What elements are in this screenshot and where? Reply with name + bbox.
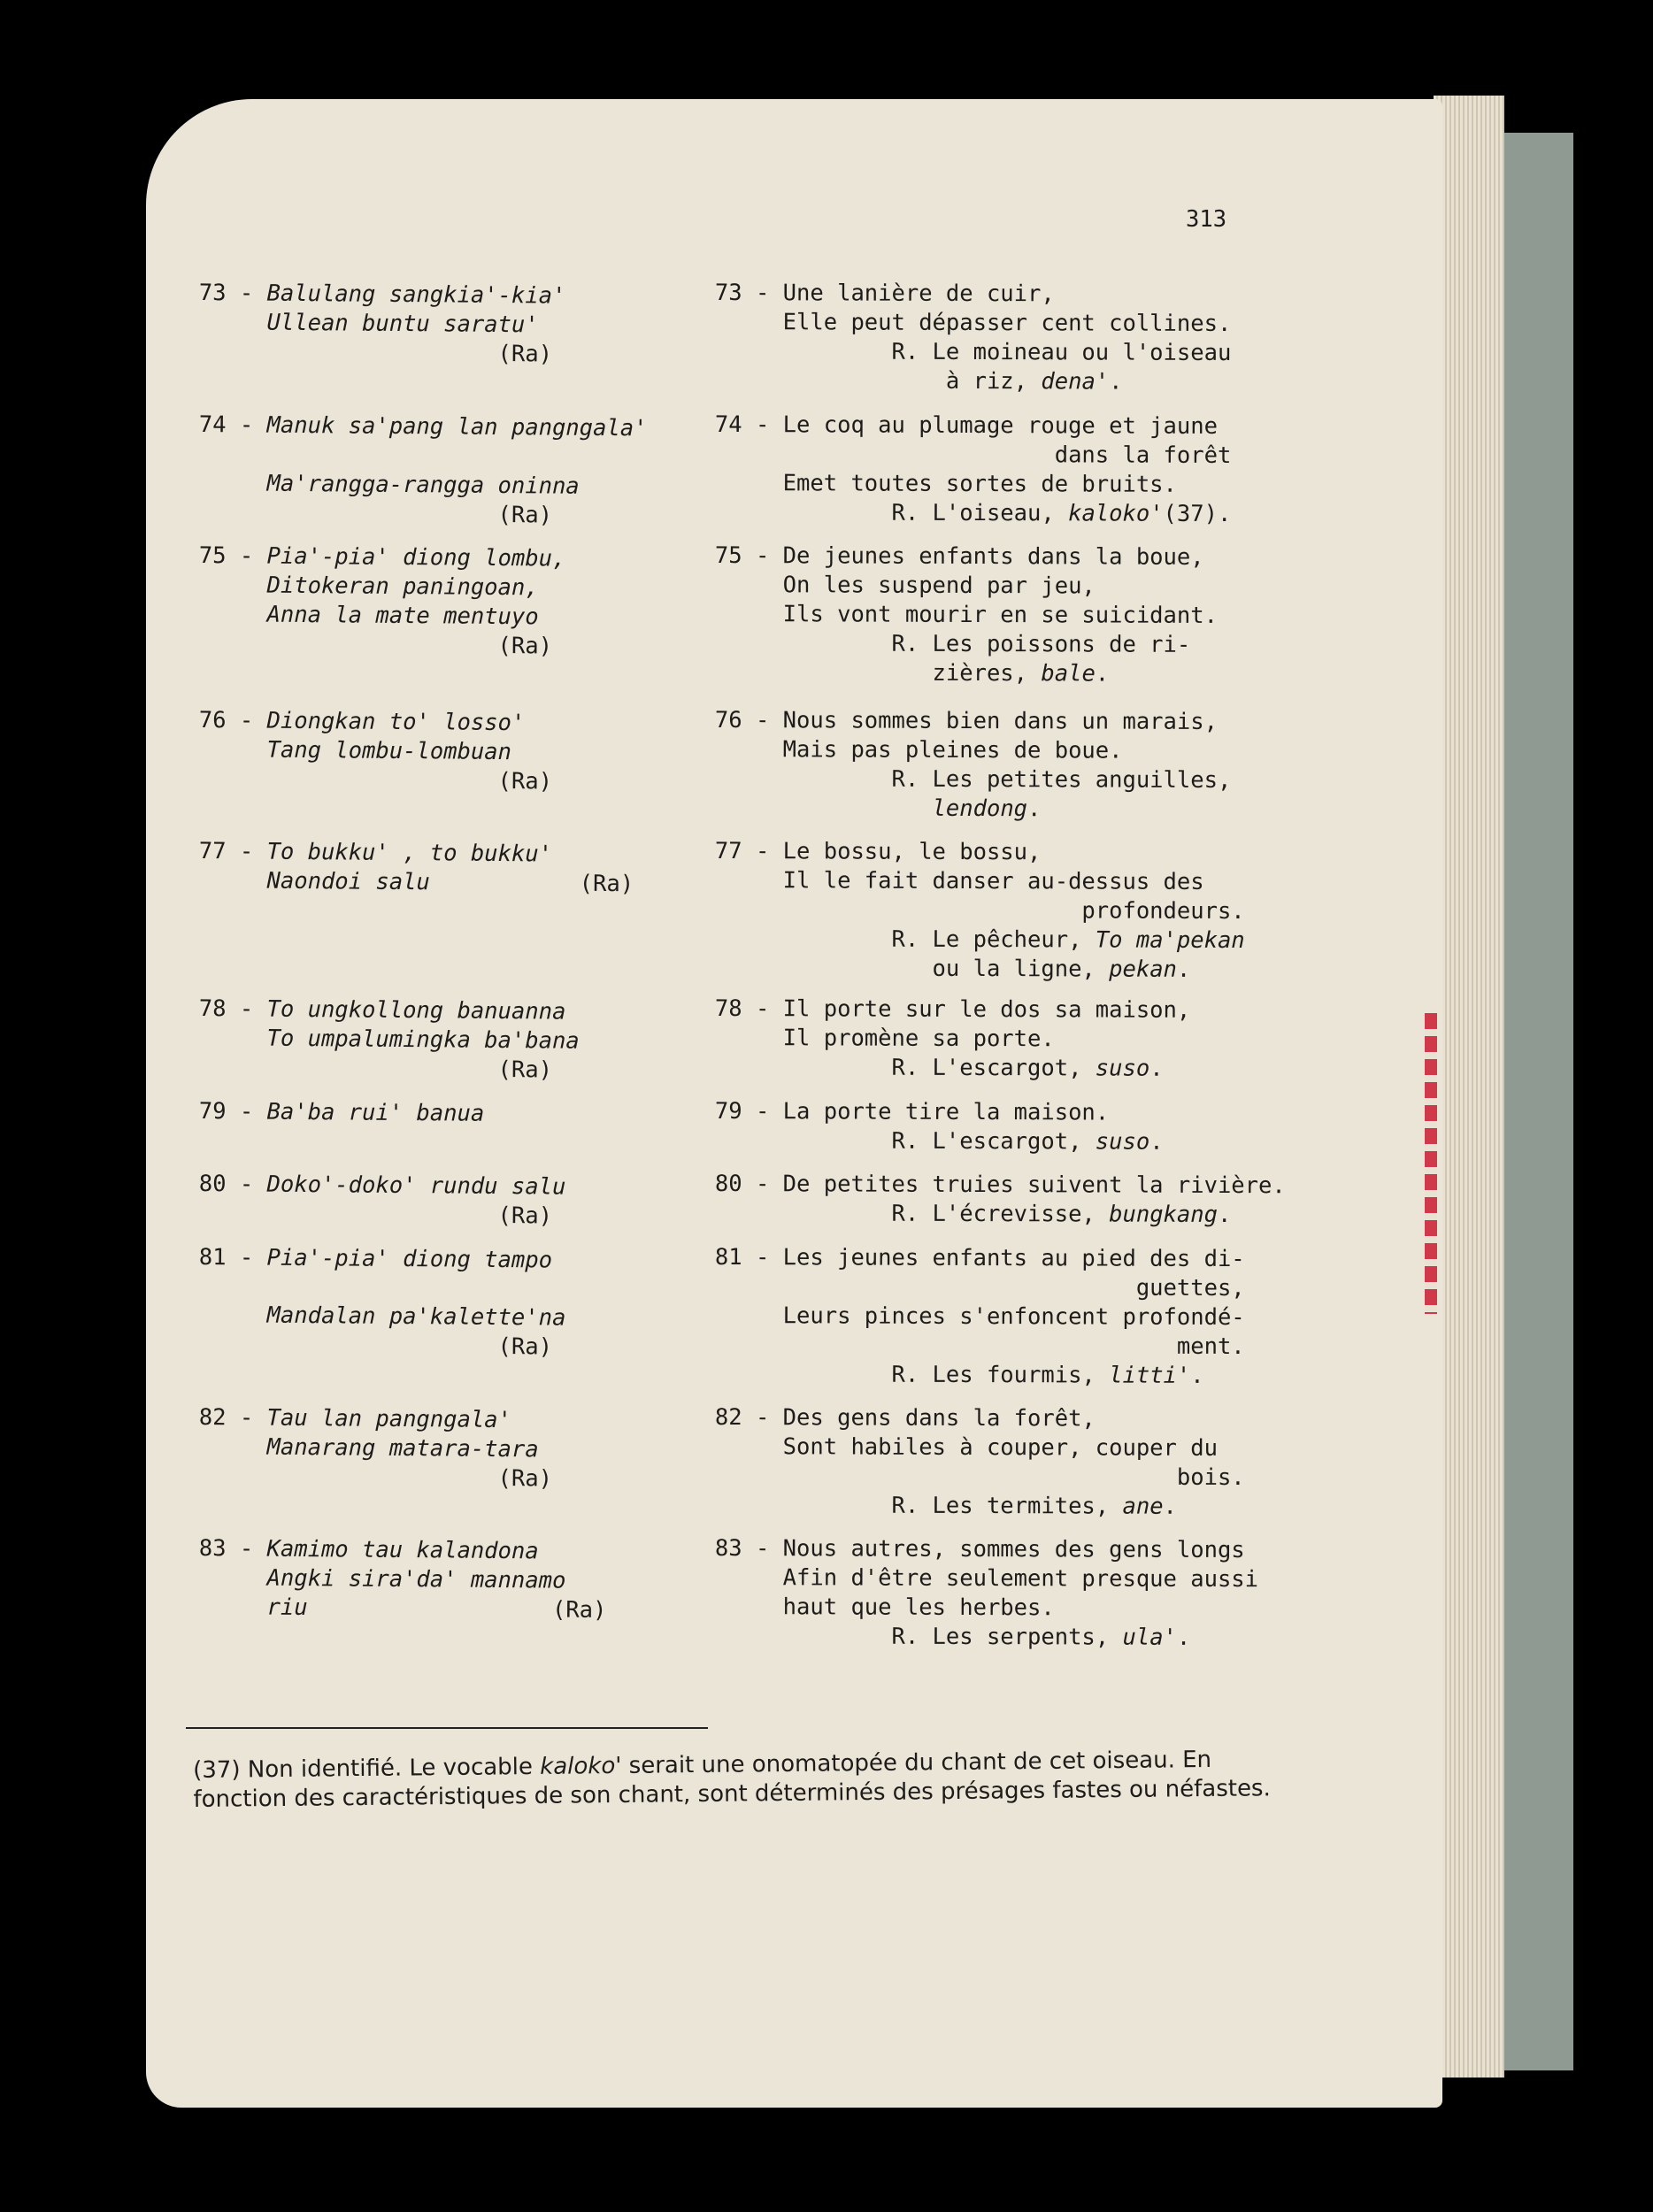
right-line (715, 1462, 1245, 1493)
left-line (199, 1243, 552, 1275)
right-line-text: Leurs pinces s'enfoncent profondé- (714, 1302, 1245, 1332)
right-line-text: 77 - Le bossu, le bossu, (714, 838, 1042, 866)
right-line-italic: pekan (1109, 956, 1177, 983)
right-line (715, 925, 1245, 956)
left-line-italic: Tau lan pangngala' (266, 1404, 512, 1434)
left-line-text: (Ra) (429, 869, 634, 898)
left-line-italic: To umpalumingka ba'bana (266, 1025, 580, 1055)
right-line-text: profondeurs. (714, 896, 1245, 926)
right-line-text: R. Les petites anguilles, (714, 765, 1232, 795)
left-line-text (199, 572, 267, 599)
right-line-italic: litti' (1109, 1362, 1191, 1389)
left-line-italic: Anna la mate mentuyo (266, 601, 539, 631)
left-line-text (199, 470, 267, 497)
right-line (715, 1199, 1232, 1230)
left-line-text (199, 1433, 267, 1461)
right-line (715, 794, 1042, 824)
left-line-italic: Manarang matara-tara (266, 1433, 539, 1463)
right-line (715, 279, 1055, 309)
book-cover (1504, 133, 1573, 2070)
left-line (199, 308, 539, 340)
left-line-text: 83 - (198, 1535, 267, 1563)
right-line-text: R. Le moineau ou l'oiseau (714, 338, 1232, 367)
left-line (199, 995, 566, 1027)
left-line (199, 541, 566, 574)
right-line (715, 1243, 1245, 1274)
right-line-text: R. L'escargot, (714, 1127, 1096, 1156)
right-line (715, 1053, 1164, 1084)
right-line (715, 1491, 1177, 1522)
right-line (715, 1302, 1245, 1333)
left-line (199, 837, 552, 869)
right-line-text: 74 - Le coq au plumage rouge et jaune (714, 411, 1219, 440)
right-line-text: (37). (1163, 500, 1232, 528)
right-line-text: 81 - Les jeunes enfants au pied des di- (714, 1244, 1245, 1273)
right-line (715, 571, 1096, 602)
left-line-italic: Ullean buntu saratu' (266, 309, 539, 339)
left-line (199, 571, 539, 603)
right-line-text: R. Les fourmis, (714, 1361, 1110, 1389)
right-line-text: Ils vont mourir en se suicidant. (714, 601, 1219, 629)
left-line-text (199, 309, 267, 336)
right-line-text: bois. (714, 1463, 1245, 1492)
left-line-text: 82 - (198, 1404, 267, 1432)
right-line-text: haut que les herbes. (714, 1594, 1055, 1622)
right-line (715, 337, 1232, 368)
left-line-italic: Tang lombu-lombuan (266, 736, 512, 766)
right-line (715, 1272, 1245, 1303)
right-line (715, 1360, 1204, 1391)
left-line (199, 1432, 539, 1464)
right-line-italic: To ma'pekan (1095, 926, 1245, 955)
right-line-text: . (1149, 1128, 1164, 1156)
right-line (715, 541, 1204, 572)
left-line (199, 600, 539, 632)
left-line-italic: Pia'-pia' diong tampo (266, 1244, 553, 1274)
left-line-text (199, 736, 267, 764)
left-line-text: (Ra) (198, 498, 553, 529)
right-line-text: R. L'écrevisse, (714, 1200, 1110, 1228)
right-line-text: ment. (714, 1332, 1245, 1361)
right-line-text: R. Les poissons de ri- (714, 630, 1191, 658)
right-line (715, 366, 1123, 397)
footnote-after: serait une onomatopée du chant de cet oiseau. En fonction des caractéristiques de son chant, sont déterminés des présages fastes ou néfastes. (193, 1746, 1271, 1813)
left-line (199, 1330, 552, 1362)
left-line-italic: To ungkollong banuanna (266, 995, 566, 1025)
left-line-text: 73 - (198, 279, 267, 307)
right-line (715, 1331, 1245, 1362)
right-line-italic: kaloko' (1068, 500, 1164, 527)
left-line-text: 79 - (198, 1098, 267, 1125)
right-line-text: Il promène sa porte. (714, 1025, 1055, 1053)
left-line-text: 77 - (198, 837, 267, 865)
right-line-text: Il le fait danser au-dessus des (714, 867, 1204, 895)
left-line (199, 337, 552, 369)
left-line (199, 866, 634, 899)
left-line-text (199, 1594, 267, 1621)
left-line-italic: Ba'ba rui' banua (266, 1098, 485, 1127)
right-line (715, 837, 1042, 867)
left-line (199, 1199, 552, 1231)
right-line (715, 1563, 1258, 1594)
right-line (715, 600, 1218, 631)
right-line (715, 1593, 1055, 1623)
left-line-italic: Naondoi salu (266, 867, 430, 896)
right-line-text: . (1095, 660, 1110, 687)
left-line-text (199, 601, 267, 628)
left-line-text: 78 - (198, 995, 267, 1023)
right-line (715, 1024, 1055, 1054)
right-line-text: R. Les serpents, (714, 1623, 1123, 1651)
left-line-text: 75 - (198, 541, 267, 570)
left-line-italic: riu (266, 1594, 308, 1622)
left-line (199, 764, 552, 796)
right-line (715, 1097, 1109, 1128)
left-line-italic: Pia'-pia' diong lombu, (266, 542, 566, 572)
left-line-italic: Doko'-doko' rundu salu (266, 1171, 566, 1201)
footnote-italic: kaloko' (540, 1752, 622, 1780)
left-line-text: (Ra) (198, 1200, 553, 1230)
right-line-italic: suso (1095, 1128, 1150, 1156)
right-line-text: 73 - Une lanière de cuir, (714, 280, 1055, 308)
left-line (199, 1563, 566, 1596)
right-line-text: . (1109, 368, 1123, 396)
left-line-text: 76 - (198, 706, 267, 734)
left-line (199, 498, 552, 530)
right-line-text: 79 - La porte tire la maison. (714, 1098, 1110, 1126)
right-line-text: Mais pas pleines de boue. (714, 736, 1123, 764)
right-line (715, 735, 1123, 766)
left-line (199, 1462, 552, 1494)
right-line (715, 308, 1232, 339)
right-line (715, 1126, 1164, 1157)
right-line (715, 954, 1190, 985)
right-line-text: . (1163, 1493, 1177, 1520)
left-line-text: (Ra) (198, 1463, 553, 1493)
right-line-text: Elle peut dépasser cent collines. (714, 309, 1232, 338)
right-line (715, 411, 1218, 442)
right-line-text: zières, (714, 659, 1042, 687)
right-line (715, 498, 1232, 529)
left-line (199, 1024, 580, 1056)
right-line (715, 629, 1190, 660)
right-line-italic: suso (1095, 1055, 1150, 1082)
right-line-text: Afin d'être seulement presque aussi (714, 1564, 1259, 1594)
right-line (715, 469, 1177, 500)
left-line-italic: Diongkan to' losso' (266, 707, 526, 737)
page-edges (1434, 96, 1504, 2078)
right-line-text: R. Le pêcheur, (714, 926, 1096, 954)
left-line-text (199, 1025, 267, 1052)
page-number: 313 (1186, 206, 1227, 233)
left-line (199, 469, 580, 502)
footnote-37 (193, 1745, 1291, 1815)
right-line (715, 1403, 1096, 1434)
right-line-text: 76 - Nous sommes bien dans un marais, (714, 707, 1219, 735)
left-line (199, 629, 552, 661)
right-line (715, 1170, 1286, 1201)
left-line-italic: Mandalan pa'kalette'na (266, 1302, 566, 1332)
right-line-italic: ane (1122, 1493, 1164, 1520)
left-line-text: 80 - (198, 1171, 267, 1198)
right-line-text: R. L'escargot, (714, 1054, 1096, 1082)
right-line-text: . (1217, 1201, 1232, 1229)
right-line (715, 866, 1204, 897)
left-line-italic: Angki sira'da' mannamo (266, 1564, 566, 1594)
red-tab-mark (1425, 1013, 1437, 1314)
left-line-italic: Balulang sangkia'-kia' (266, 280, 566, 310)
right-line-text: 82 - Des gens dans la forêt, (714, 1404, 1096, 1432)
right-line-text: dans la forêt (714, 441, 1232, 470)
right-line-text: 75 - De jeunes enfants dans la boue, (714, 542, 1204, 571)
footnote-rule (186, 1727, 708, 1729)
right-line-text: On les suspend par jeu, (714, 572, 1096, 600)
right-line-text: 83 - Nous autres, sommes des gens longs (714, 1535, 1245, 1564)
left-line (199, 1053, 552, 1085)
right-line-text: R. L'oiseau, (714, 499, 1069, 527)
right-line-text: 78 - Il porte sur le dos sa maison, (714, 995, 1191, 1024)
left-line-text: 74 - (198, 411, 267, 439)
right-line-text: . (1176, 956, 1191, 983)
left-line-text: (Ra) (198, 337, 553, 368)
left-line-italic: Manuk sa'pang lan pangngala' (266, 411, 648, 442)
right-line (715, 658, 1109, 689)
right-line (715, 1622, 1190, 1653)
left-line-text: (Ra) (307, 1594, 607, 1624)
right-line-text: . (1190, 1362, 1204, 1389)
left-line-italic: Ditokeran paningoan, (266, 572, 539, 602)
left-line-italic: Ma'rangga-rangga oninna (266, 470, 580, 500)
right-line-text: guettes, (714, 1273, 1245, 1302)
left-line-italic: To bukku' , to bukku' (266, 838, 553, 868)
left-line-text: (Ra) (198, 629, 553, 660)
right-line (715, 1534, 1245, 1565)
right-line-text: ou la ligne, (714, 955, 1110, 983)
left-line-text (199, 867, 267, 895)
left-line (199, 279, 566, 311)
right-line-text (715, 795, 933, 822)
right-line (715, 706, 1218, 737)
left-line (199, 735, 511, 767)
right-line-text: à riz, (714, 367, 1042, 396)
right-line (715, 1432, 1218, 1463)
footnote-before: (37) Non identifié. Le vocable (193, 1753, 541, 1784)
right-line-text: . (1149, 1055, 1164, 1082)
right-line (715, 995, 1190, 1025)
left-line (199, 1170, 566, 1202)
right-line (715, 895, 1245, 926)
left-line-italic: Kamimo tau kalandona (266, 1535, 539, 1565)
right-line-text: Sont habiles à couper, couper du (714, 1433, 1219, 1462)
left-line (199, 1403, 511, 1435)
right-line-italic: bungkang (1109, 1201, 1219, 1228)
right-line-text: R. Les termites, (714, 1492, 1123, 1520)
right-line-italic: bale (1041, 660, 1096, 687)
right-line-text: Emet toutes sortes de bruits. (714, 470, 1177, 498)
left-line-text: (Ra) (198, 1054, 553, 1084)
right-line-text: . (1026, 795, 1042, 823)
left-line (199, 706, 526, 738)
left-line-text: (Ra) (198, 1331, 553, 1361)
right-line-italic: lendong (932, 795, 1028, 823)
left-line (199, 1301, 566, 1333)
right-line-italic: dena' (1041, 368, 1110, 396)
left-line (199, 1593, 607, 1625)
right-line-text: . (1176, 1624, 1191, 1651)
right-line-text: 80 - De petites truies suivent la rivière. (714, 1171, 1286, 1200)
left-line-text: (Ra) (198, 764, 553, 795)
right-line (715, 440, 1232, 471)
left-line (199, 411, 648, 443)
left-line-text (199, 1564, 267, 1592)
left-line (199, 1534, 539, 1566)
right-line (715, 764, 1232, 795)
left-line (199, 1097, 485, 1129)
left-line-text: 81 - (198, 1244, 267, 1271)
left-line-text (199, 1302, 267, 1329)
right-line-italic: ula' (1122, 1624, 1177, 1651)
